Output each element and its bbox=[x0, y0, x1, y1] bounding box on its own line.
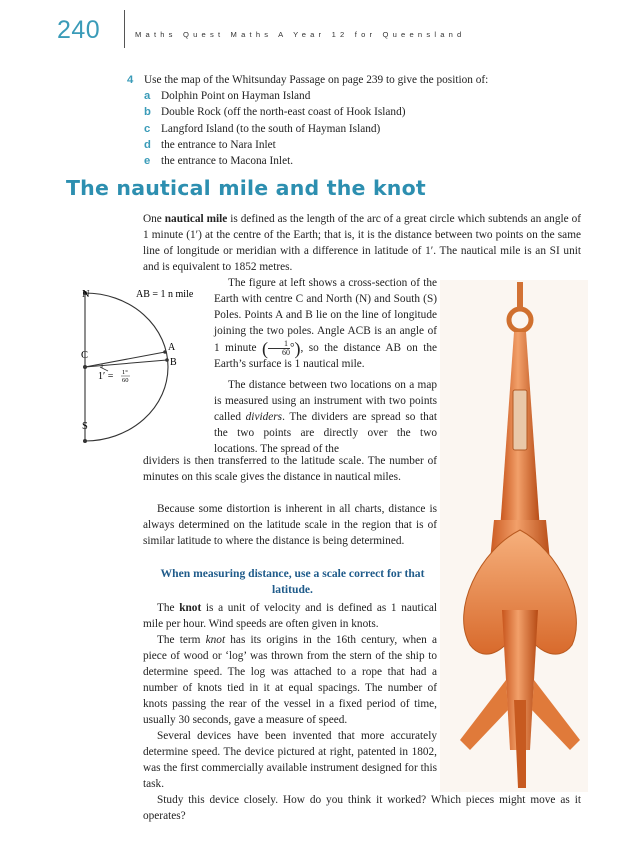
fraction-one-sixtieth bbox=[268, 340, 290, 357]
study-paragraph: Study this device closely. How do you think it worked? Which pieces might move as it operates? bbox=[143, 794, 581, 822]
term-knot: knot bbox=[179, 602, 202, 614]
part-label: b bbox=[144, 106, 151, 119]
section-heading: The nautical mile and the knot bbox=[66, 176, 426, 200]
dividers-paragraph-top bbox=[214, 378, 437, 458]
earth-cross-section-diagram bbox=[78, 280, 218, 445]
definition-text: is defined as the length of the arc of a great circle which subtends an angle of 1 minute (1′) at the centre of the Earth; that is, it is the distance between two points on the same line of longitude or meridian with a difference in latitude of 1′. The nautical mile is an SI unit and is equivalent to 1852 metres. bbox=[143, 213, 581, 273]
part-label: d bbox=[144, 138, 151, 151]
measuring-distance-callout: When measuring distance, use a scale correct for that latitude. bbox=[160, 567, 425, 596]
definition-text: One bbox=[143, 213, 165, 225]
question-stem: Use the map of the Whitsunday Passage on page 239 to give the position of: bbox=[144, 74, 489, 86]
knot-definition bbox=[143, 601, 437, 633]
ab-caption: AB = 1 n mile bbox=[136, 289, 194, 300]
nautical-mile-definition bbox=[143, 212, 581, 276]
fraction-denominator: 60 bbox=[281, 347, 290, 357]
term-nautical-mile: nautical mile bbox=[164, 213, 228, 225]
origin-text: has its origins in the 16th century, when a piece of wood or ‘log’ was thrown from the stern of the ship to determine speed. The log was attached to a rope that had a number of knots tied in it at equal spacings. The number of knots passing the rear of the vessel in a fixed period of time, usually 30 seconds, gave a measure of speed. bbox=[143, 634, 437, 726]
degree-symbol: ° bbox=[289, 341, 295, 354]
term-knot-italic: knot bbox=[205, 634, 226, 646]
part-text: the entrance to Macona Inlet. bbox=[161, 155, 294, 168]
dividers-text-short: . The dividers are spread so that the two points are directly over the two locations. The spread of the bbox=[214, 410, 437, 455]
dividers-text-tail: dividers is then transferred to the latitude scale. The number of minutes on this scale gives the distance in nautical miles. bbox=[143, 455, 437, 483]
book-title: Maths Quest Maths A Year 12 for Queensland bbox=[135, 30, 466, 39]
dividers-paragraph-bottom bbox=[143, 454, 437, 486]
question-number: 4 bbox=[127, 74, 134, 86]
fraction-numerator: 1 bbox=[268, 340, 290, 349]
part-text: the entrance to Nara Inlet bbox=[161, 138, 276, 151]
distortion-paragraph: Because some distortion is inherent in all charts, distance is always determined on the latitude scale in the region that is of similar latitude to where the distance is being determined. bbox=[143, 503, 437, 547]
question-part bbox=[127, 137, 567, 153]
label-n: N bbox=[82, 289, 90, 300]
angle-fraction-numerator: 1° bbox=[122, 369, 128, 376]
devices-paragraph: Several devices have been invented that more accurately determine speed. The device pictured at right, patented in 1802, was the first commercially available instrument designed for this task. bbox=[143, 730, 437, 790]
question-part bbox=[127, 88, 567, 104]
figure-text: , so the distance AB on the Earth’s surface is 1 nautical mile. bbox=[214, 341, 438, 370]
patent-log-device-image bbox=[440, 280, 588, 792]
header-divider bbox=[124, 10, 125, 48]
label-a: A bbox=[168, 342, 176, 353]
part-text: Langford Island (to the south of Hayman Island) bbox=[161, 122, 381, 135]
angle-fraction-denominator: 60 bbox=[122, 377, 129, 384]
question-part bbox=[127, 153, 567, 169]
question-part bbox=[127, 121, 567, 137]
origin-text: The term bbox=[157, 634, 206, 646]
knot-text: is a unit of velocity and is defined as 1 nautical mile per hour. Wind speeds are often given in knots. bbox=[143, 602, 437, 630]
figure-text: The figure at left shows a cross-section of the Earth with centre C and North (N) and South (S) Poles. Points A and B lie on the line of longitude joining the two poles. Angle ACB is an angle of 1 minute bbox=[214, 277, 437, 354]
knot-origin-paragraph bbox=[143, 633, 437, 728]
page-number: 240 bbox=[57, 16, 101, 44]
part-text: Double Rock (off the north-east coast of Hook Island) bbox=[161, 106, 406, 119]
question-part bbox=[127, 104, 567, 120]
angle-label: 1′ = bbox=[98, 371, 114, 382]
term-dividers: dividers bbox=[245, 410, 283, 423]
part-text: Dolphin Point on Hayman Island bbox=[161, 90, 311, 103]
figure-explanation: The figure at left shows a cross-section of the Earth with centre C and North (N) and South (S) Poles. Points A and B lie on the line of longitude joining the two poles. Angle ACB is an angle of 1 minute ( $\frac{1}{60}$ °), so the distance AB on the Earth’s surface is 1 nautical mile. bbox=[214, 277, 438, 370]
label-c: C bbox=[81, 350, 89, 361]
question-4 bbox=[127, 72, 567, 169]
knot-text: The bbox=[157, 602, 180, 614]
label-b: B bbox=[170, 357, 177, 368]
part-label: c bbox=[144, 122, 151, 135]
dividers-text: The distance between two locations on a map is measured using an instrument with two points called bbox=[214, 379, 437, 423]
label-s: S bbox=[82, 421, 88, 432]
part-label: a bbox=[144, 90, 151, 103]
part-label: e bbox=[144, 155, 151, 168]
